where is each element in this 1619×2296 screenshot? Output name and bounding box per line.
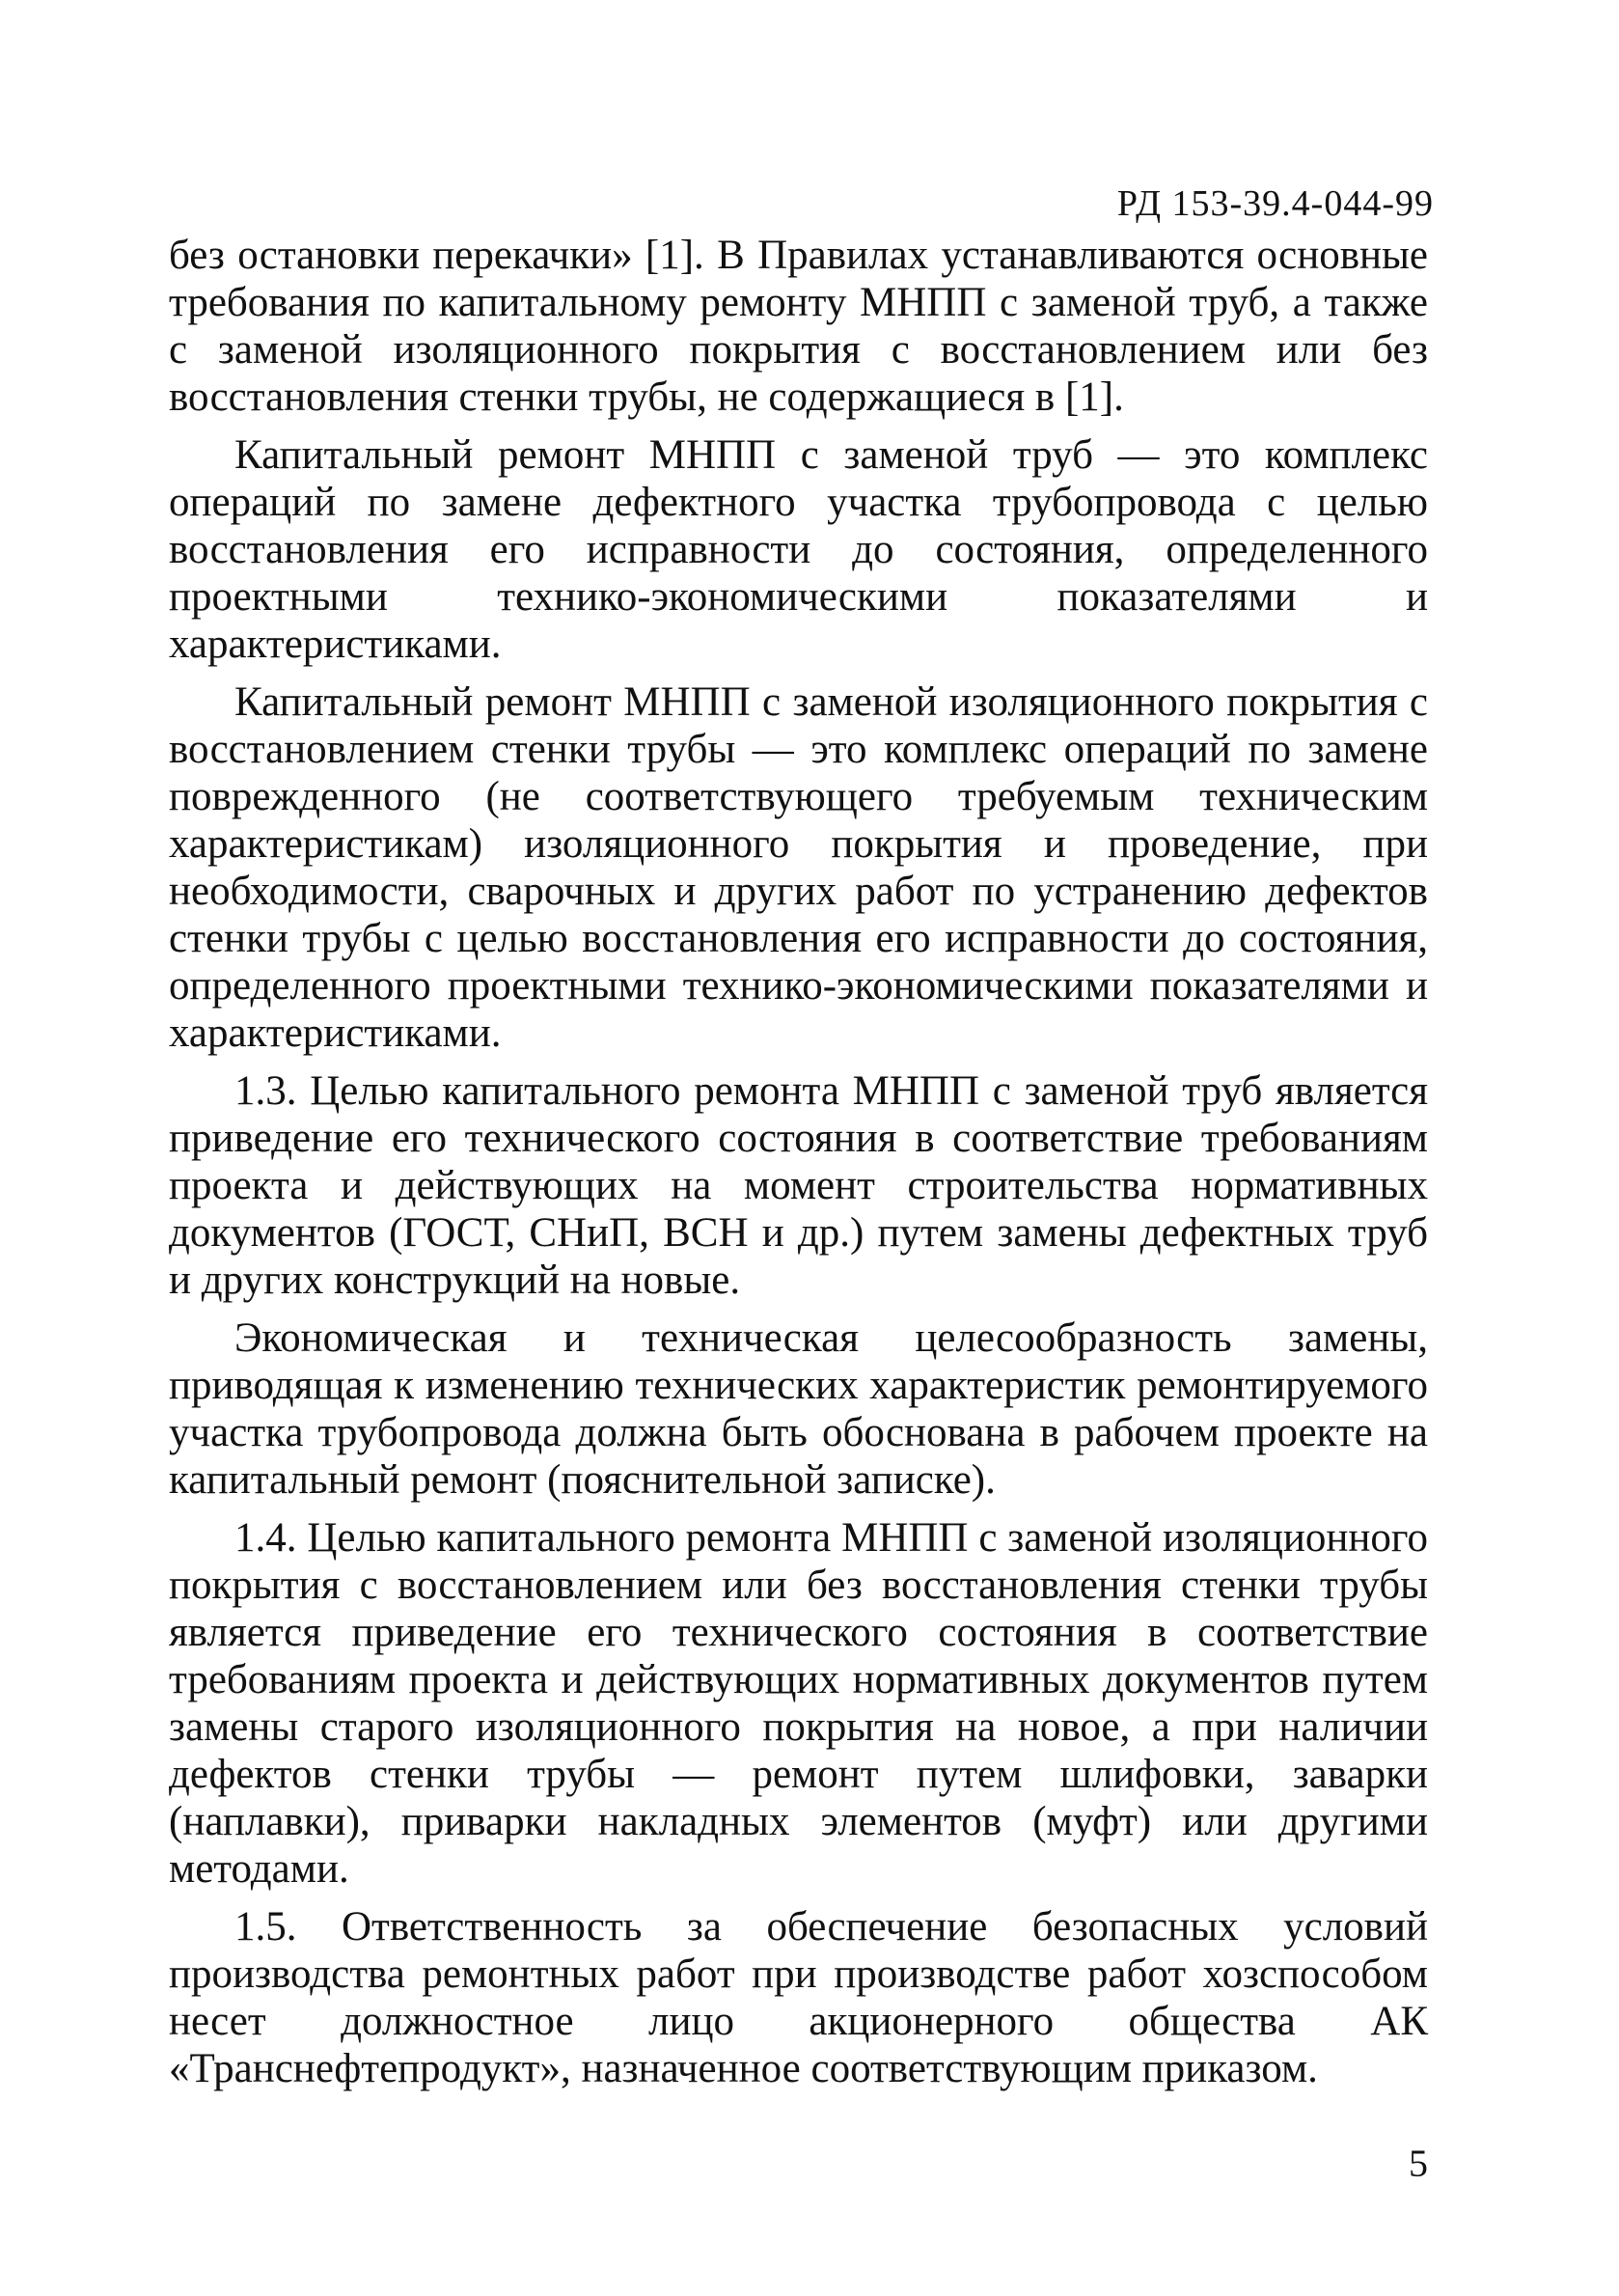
paragraph-continuation: без остановки перекачки» [1]. В Правилах устанавливаются основные требования по капитальному ремонту МНПП с заменой труб, а также с заменой изоляционного покрытия с восстановлением или без восстановления стенки трубы, не содержащиеся в [1]. [169,233,1428,420]
paragraph-definition-pipe-replacement: Капитальный ремонт МНПП с заменой труб — это комплекс операций по замене дефектного участка трубопровода с целью восстановления его исправности до состояния, определенного проектными технико-экономическими показателями и характеристиками. [169,432,1428,667]
paragraph-1-4: 1.4. Целью капитального ремонта МНПП с заменой изоляционного покрытия с восстановлением или без восстановления стенки трубы является приведение его технического состояния в соответствие требованиям проекта и действующих нормативных документов путем замены старого изоляционного покрытия на новое, а при наличии дефектов стенки трубы — ремонт путем шлифовки, заварки (наплавки), приварки накладных элементов (муфт) или другими методами. [169,1515,1428,1892]
document-code-header: РД 153-39.4-044-99 [1116,183,1434,224]
page-number: 5 [1409,2142,1428,2185]
paragraph-1-3: 1.3. Целью капитального ремонта МНПП с заменой труб является приведение его технического состояния в соответствие требованиям проекта и действующих на момент строительства нормативных документов (ГОСТ, СНиП, ВСН и др.) путем замены дефектных труб и других конструкций на новые. [169,1068,1428,1303]
document-body [169,232,1428,2103]
paragraph-definition-coating-replacement: Капитальный ремонт МНПП с заменой изоляционного покрытия с восстановлением стенки трубы — это комплекс операций по замене поврежденного (не соответствующего требуемым техническим характеристикам) изоляционного покрытия и проведение, при необходимости, сварочных и других работ по устранению дефектов стенки трубы с целью восстановления его исправности до состояния, определенного проектными технико-экономическими показателями и характеристиками. [169,679,1428,1056]
paragraph-economic-feasibility: Экономическая и техническая целесообразность замены, приводящая к изменению технических характеристик ремонтируемого участка трубопровода должна быть обоснована в рабочем проекте на капитальный ремонт (пояснительной записке). [169,1315,1428,1503]
paragraph-1-5: 1.5. Ответственность за обеспечение безопасных условий производства ремонтных работ при производстве работ хозспособом несет должностное лицо акционерного общества АК «Транснефтепродукт», назначенное соответствующим приказом. [169,1904,1428,2091]
